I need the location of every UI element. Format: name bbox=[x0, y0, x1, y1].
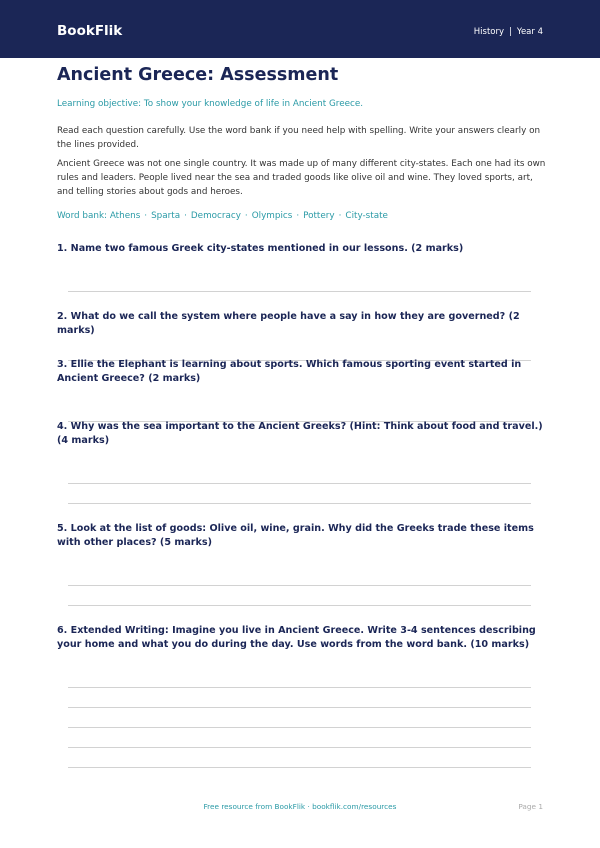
word-bank-separator: · bbox=[144, 211, 148, 221]
header-meta bbox=[474, 27, 543, 37]
word-bank-label: Word bank: bbox=[57, 211, 108, 221]
footer-credit[interactable]: Free resource from BookFlik · bookflik.com/resources bbox=[203, 802, 397, 811]
page-title: Ancient Greece: Assessment bbox=[57, 65, 339, 85]
word-bank-word: City-state bbox=[345, 211, 388, 221]
learning-objective: Learning objective: To show your knowledge of life in Ancient Greece. bbox=[57, 99, 364, 109]
word-bank bbox=[57, 211, 388, 221]
question-4: 4. Why was the sea important to the Ancient Greeks? (Hint: Think about food and travel.) (4 marks) bbox=[57, 421, 543, 446]
word-bank-word: Athens bbox=[109, 211, 141, 221]
answer-line[interactable] bbox=[68, 585, 531, 586]
word-bank-separator: · bbox=[184, 211, 187, 221]
header-bar bbox=[0, 0, 600, 58]
answer-line[interactable] bbox=[68, 503, 531, 504]
question-5: 5. Look at the list of goods: Olive oil, wine, grain. Why did the Greeks trade these items with other places? (5 marks) bbox=[57, 523, 534, 548]
answer-line[interactable] bbox=[68, 767, 531, 768]
word-bank-word: Olympics bbox=[251, 211, 293, 221]
instructions-paragraph: Read each question carefully. Use the word bank if you need help with spelling. Write your answers clearly on the lines provided. bbox=[57, 126, 541, 150]
answer-line[interactable] bbox=[68, 291, 531, 292]
answer-line[interactable] bbox=[68, 605, 531, 606]
word-bank-separator: · bbox=[338, 211, 342, 221]
question-2: 2. What do we call the system where people have a say in how they are governed? (2 marks) bbox=[57, 311, 520, 336]
word-bank-separator: · bbox=[244, 211, 248, 221]
word-bank-word: Democracy bbox=[190, 211, 241, 221]
answer-line[interactable] bbox=[68, 483, 531, 484]
word-bank-word: Pottery bbox=[303, 211, 335, 221]
answer-line[interactable] bbox=[68, 727, 531, 728]
question-1: 1. Name two famous Greek city-states mentioned in our lessons. (2 marks) bbox=[57, 243, 464, 254]
word-bank-separator: · bbox=[296, 211, 300, 221]
meta-separator: | bbox=[509, 27, 512, 37]
intro-paragraph: Ancient Greece was not one single country. It was made up of many different city-states. Each one had its own rules and leaders. People lived near the sea and traded goods like olive oil and wine. They loved sports, art, and telling stories about gods and heroes. bbox=[57, 159, 546, 197]
answer-line[interactable] bbox=[68, 707, 531, 708]
page-number: Page 1 bbox=[518, 802, 543, 811]
answer-line[interactable] bbox=[68, 687, 531, 688]
answer-line[interactable] bbox=[68, 747, 531, 748]
year-label: Year 4 bbox=[516, 27, 543, 37]
question-6: 6. Extended Writing: Imagine you live in Ancient Greece. Write 3-4 sentences describing your home and what you do during the day. Use words from the word bank. (10 marks) bbox=[57, 625, 536, 650]
brand-logo-text[interactable]: BookFlik bbox=[57, 23, 123, 39]
question-3: 3. Ellie the Elephant is learning about sports. Which famous sporting event started in Ancient Greece? (2 marks) bbox=[57, 359, 522, 384]
subject-label: History bbox=[473, 27, 505, 37]
word-bank-word: Sparta bbox=[151, 211, 181, 221]
